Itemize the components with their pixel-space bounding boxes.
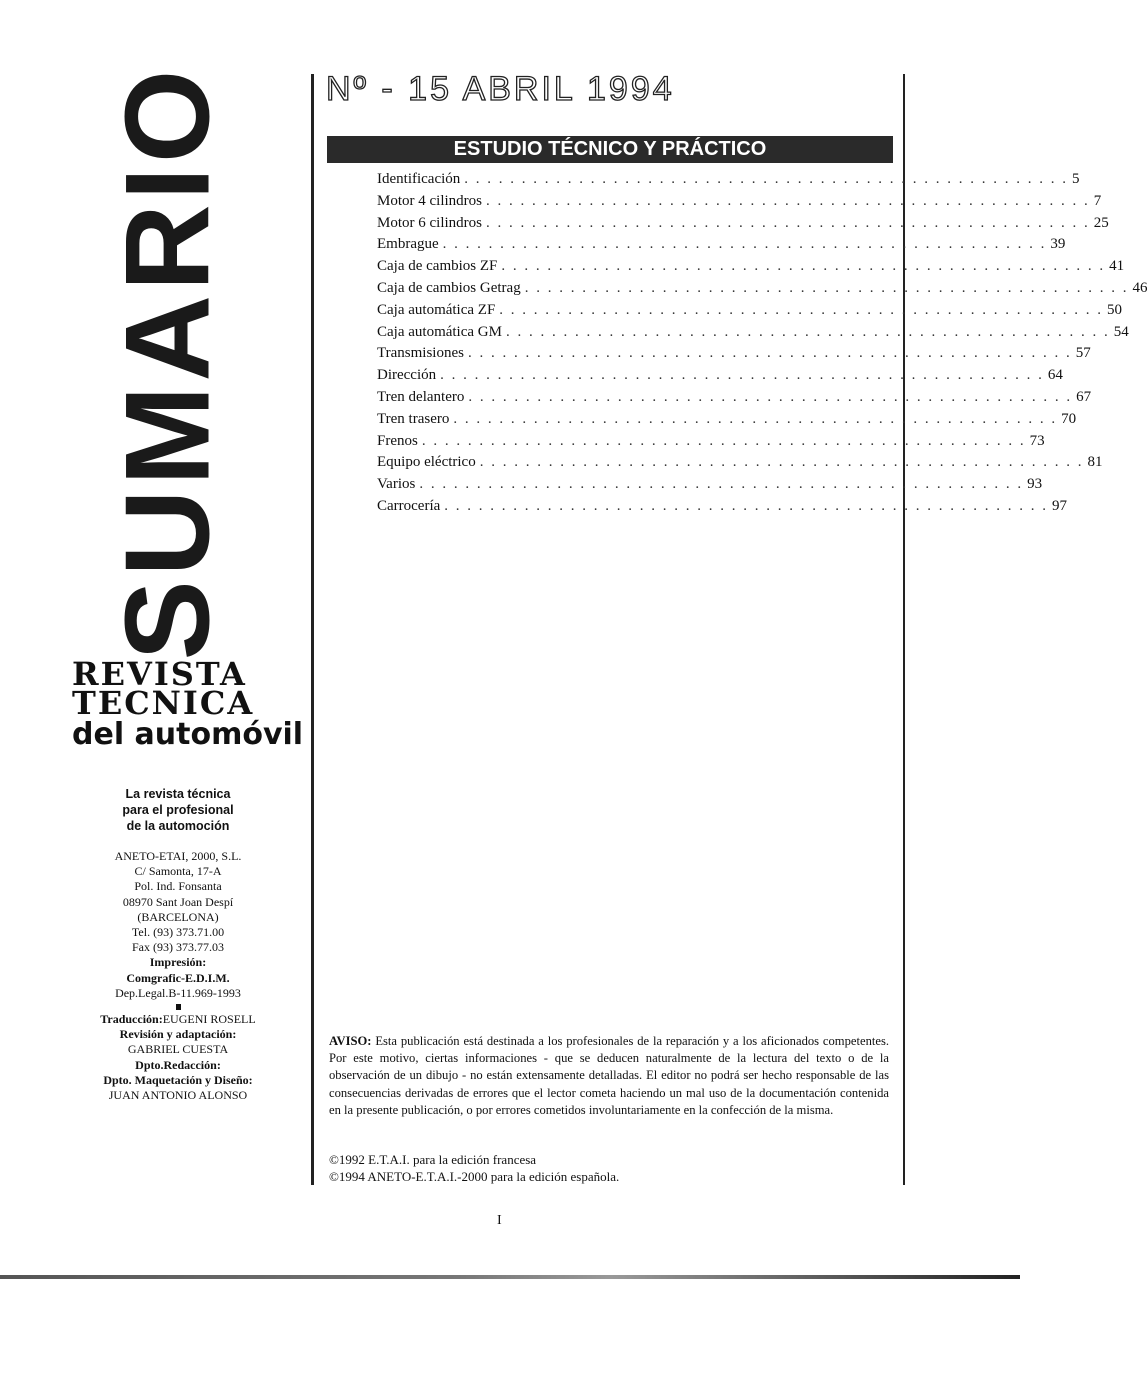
copyright-block [329, 1151, 889, 1185]
notice-label: AVISO: [329, 1034, 372, 1048]
sumario-word: SUMARIO [100, 65, 235, 661]
publisher-credits [58, 849, 298, 1103]
toc-leader-dots: . . . . . . . . . . . . . . . . . . . . . . . . . . . . . . . . . . . . . . . . . . . . . . . . . . . . . [524, 279, 1129, 296]
tagline-line: de la automoción [126, 819, 230, 833]
traduccion-label: Traducción: [100, 1012, 163, 1027]
toc-entry-page: 97 [1052, 497, 1068, 514]
toc-entry-page: 39 [1050, 236, 1066, 253]
issue-title: Nº - 15 ABRIL 1994 [326, 70, 675, 108]
publisher-line: Tel. (93) 373.71.00 [131, 925, 225, 940]
toc-entry-label: Frenos [377, 432, 418, 449]
toc-leader-dots: . . . . . . . . . . . . . . . . . . . . . . . . . . . . . . . . . . . . . . . . . . . . . . . . . . . . . [442, 236, 1047, 253]
toc-entry-label: Tren delantero [377, 388, 465, 405]
toc-entry-label: Dirección [377, 367, 437, 384]
toc-leader-dots: . . . . . . . . . . . . . . . . . . . . . . . . . . . . . . . . . . . . . . . . . . . . . . . . . . . . . [486, 192, 1090, 209]
notice-paragraph [329, 1033, 889, 1119]
column-divider-left [311, 74, 314, 1185]
toc-leader-dots: . . . . . . . . . . . . . . . . . . . . . . . . . . . . . . . . . . . . . . . . . . . . . . . . . . . . . [467, 345, 1072, 362]
logo-line-automovil: del automóvil [72, 716, 304, 752]
traduccion-line [58, 1012, 298, 1027]
toc-entry-label: Transmisiones [377, 345, 464, 362]
publisher-line: (BARCELONA) [137, 909, 219, 924]
toc-entry [377, 497, 1068, 520]
maquetacion-value: JUAN ANTONIO ALONSO [108, 1088, 248, 1103]
redaccion-label: Dpto.Redacción: [135, 1057, 221, 1072]
tagline-line: para el profesional [122, 803, 234, 817]
toc-entry-label: Caja automática ZF [377, 301, 496, 318]
toc-entry [377, 323, 1129, 346]
toc-entry [377, 279, 1147, 302]
revision-value: GABRIEL CUESTA [127, 1042, 229, 1057]
toc-entry [377, 388, 1092, 411]
section-heading: ESTUDIO TÉCNICO Y PRÁCTICO [327, 136, 893, 163]
toc-entry-label: Motor 4 cilindros [377, 192, 482, 209]
toc-entry [377, 345, 1091, 367]
toc-entry-page: 64 [1047, 367, 1063, 384]
square-bullet-icon [176, 1004, 181, 1010]
toc-entry-label: Caja automática GM [377, 323, 502, 340]
logo-line-tecnica: TECNICA [72, 684, 255, 723]
toc-entry-label: Caja de cambios Getrag [377, 279, 521, 296]
revision-label: Revisión y adaptación: [119, 1027, 237, 1042]
toc-entry-label: Identificación [377, 171, 461, 187]
toc-leader-dots: . . . . . . . . . . . . . . . . . . . . . . . . . . . . . . . . . . . . . . . . . . . . . . . . . . . . . [501, 258, 1106, 275]
copyright-line: ©1994 ANETO-E.T.A.I.-2000 para la edición española. [329, 1169, 620, 1184]
toc-entry [377, 476, 1043, 498]
toc-leader-dots: . . . . . . . . . . . . . . . . . . . . . . . . . . . . . . . . . . . . . . . . . . . . . . . . . . . . . [479, 454, 1084, 471]
toc-entry [377, 171, 1080, 193]
impresion-label: Impresión: [149, 955, 207, 970]
publisher-line: Fax (93) 373.77.03 [132, 940, 224, 955]
toc-entry-page: 70 [1061, 410, 1077, 427]
maquetacion-label: Dpto. Maquetación y Diseño: [103, 1072, 253, 1087]
toc-leader-dots: . . . . . . . . . . . . . . . . . . . . . . . . . . . . . . . . . . . . . . . . . . . . . . . . . . . . . [464, 171, 1069, 187]
bottom-scan-rule [0, 1275, 1020, 1279]
toc-entry-label: Embrague [377, 236, 439, 253]
toc-entry-page: 50 [1107, 301, 1123, 318]
toc-entry-label: Carrocería [377, 497, 441, 514]
publisher-line: ANETO-ETAI, 2000, S.L. [114, 849, 242, 863]
toc-leader-dots: . . . . . . . . . . . . . . . . . . . . . . . . . . . . . . . . . . . . . . . . . . . . . . . . . . . . . [444, 497, 1049, 514]
toc-entry-page: 73 [1029, 432, 1045, 449]
toc-leader-dots: . . . . . . . . . . . . . . . . . . . . . . . . . . . . . . . . . . . . . . . . . . . . . . . . . . . . . [453, 410, 1058, 427]
toc-leader-dots: . . . . . . . . . . . . . . . . . . . . . . . . . . . . . . . . . . . . . . . . . . . . . . . . . . . . . [486, 214, 1090, 231]
toc-leader-dots: . . . . . . . . . . . . . . . . . . . . . . . . . . . . . . . . . . . . . . . . . . . . . . . . . . . . . [419, 476, 1024, 493]
table-of-contents [377, 171, 1147, 520]
publisher-line: 08970 Sant Joan Despí [122, 894, 234, 909]
copyright-line: ©1992 E.T.A.I. para la edición francesa [329, 1152, 537, 1167]
traduccion-value: EUGENI ROSELL [162, 1012, 256, 1027]
toc-entry [377, 301, 1123, 324]
toc-entry [377, 410, 1077, 433]
toc-entry-page: 93 [1027, 476, 1043, 493]
tagline-line: La revista técnica [125, 787, 231, 801]
toc-leader-dots: . . . . . . . . . . . . . . . . . . . . . . . . . . . . . . . . . . . . . . . . . . . . . . . . . . . . . [421, 432, 1026, 449]
toc-entry [377, 236, 1066, 258]
toc-entry-label: Varios [377, 476, 416, 493]
toc-entry-page: 46 [1132, 279, 1147, 296]
toc-entry-page: 25 [1093, 214, 1109, 231]
sumario-vertical-title [100, 65, 235, 661]
toc-entry [377, 214, 1109, 237]
toc-leader-dots: . . . . . . . . . . . . . . . . . . . . . . . . . . . . . . . . . . . . . . . . . . . . . . . . . . . . . [468, 388, 1073, 405]
toc-entry [377, 454, 1103, 476]
toc-leader-dots: . . . . . . . . . . . . . . . . . . . . . . . . . . . . . . . . . . . . . . . . . . . . . . . . . . . . . [440, 367, 1044, 384]
impresion-value: Comgrafic-E.D.I.M. [126, 970, 230, 985]
toc-leader-dots: . . . . . . . . . . . . . . . . . . . . . . . . . . . . . . . . . . . . . . . . . . . . . . . . . . . . . [499, 301, 1104, 318]
toc-leader-dots: . . . . . . . . . . . . . . . . . . . . . . . . . . . . . . . . . . . . . . . . . . . . . . . . . . . . . [505, 323, 1110, 340]
toc-entry-page: 5 [1072, 171, 1080, 187]
magazine-logo [72, 655, 304, 752]
toc-entry [377, 192, 1102, 215]
publisher-line: Pol. Ind. Fonsanta [134, 879, 222, 894]
toc-entry-label: Motor 6 cilindros [377, 214, 482, 231]
deposito-legal: Dep.Legal.B-11.969-1993 [115, 985, 241, 1000]
toc-entry-page: 67 [1076, 388, 1092, 405]
toc-entry-page: 41 [1109, 258, 1125, 275]
toc-entry-label: Equipo eléctrico [377, 454, 476, 471]
toc-entry [377, 432, 1045, 455]
toc-entry-page: 54 [1113, 323, 1129, 340]
toc-entry [377, 367, 1063, 389]
toc-entry-label: Tren trasero [377, 410, 450, 427]
tagline [72, 786, 284, 834]
logo-line-revista: REVISTA [72, 655, 247, 693]
toc-entry-page: 57 [1075, 345, 1091, 362]
publisher-line: C/ Samonta, 17-A [134, 864, 222, 879]
toc-entry-label: Caja de cambios ZF [377, 258, 498, 275]
toc-entry-page: 81 [1087, 454, 1103, 471]
notice-text: Esta publicación está destinada a los profesionales de la reparación y a los aficionados competentes. Por este motivo, ciertas informaciones - que se deducen naturalmente de la lectura del texto o de la observación de un dibujo - no están extensamente detalladas. El editor no podrá ser hecho responsable de las consecuencias derivadas de errores que el lector cometa haciendo un mal uso de la documentación contenida en la presente publicación, o por errores cometidos involuntariamente en la confección de la misma. [329, 1034, 890, 1117]
toc-entry-page: 7 [1093, 192, 1102, 209]
page-number: I [497, 1213, 502, 1228]
toc-entry [377, 258, 1125, 280]
